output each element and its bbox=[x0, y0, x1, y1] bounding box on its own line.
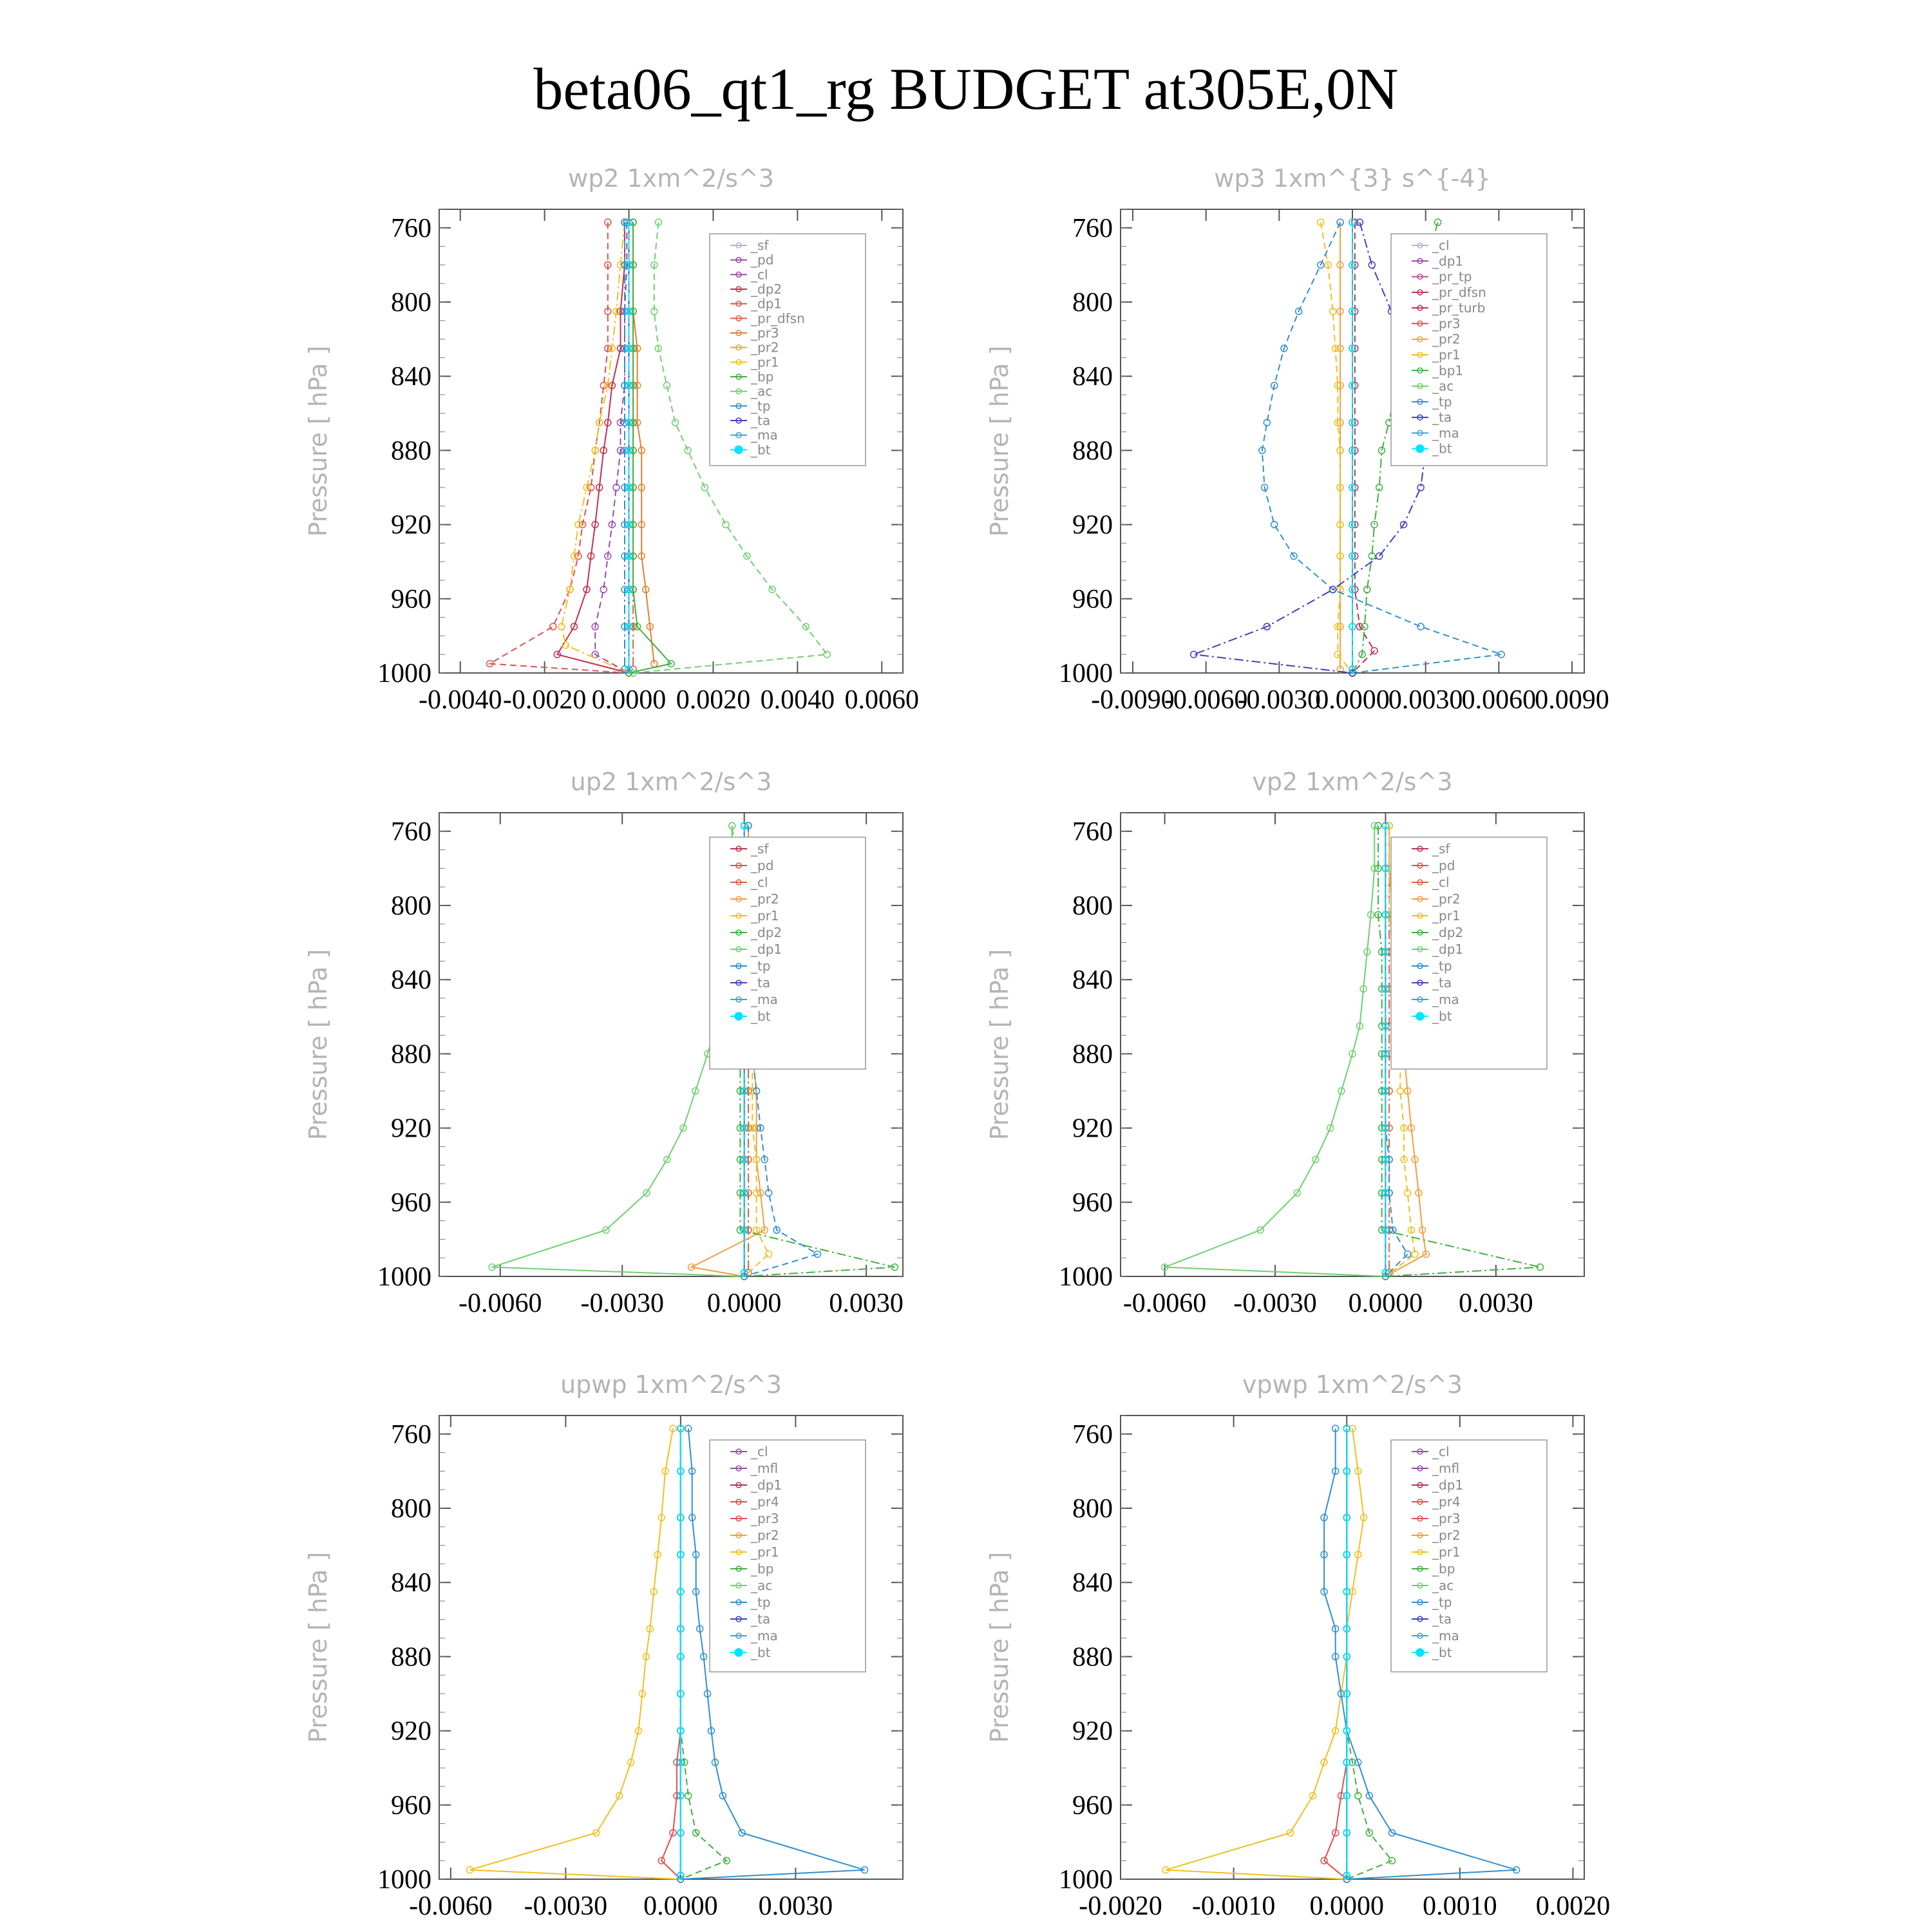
series-line_pr4 bbox=[661, 1428, 681, 1879]
panel-title: vp2 1xm^2/s^3 bbox=[1252, 768, 1453, 796]
chart-panel-5 bbox=[304, 1370, 903, 1921]
legend-label: _dp1 bbox=[751, 1477, 782, 1493]
legend bbox=[1391, 1440, 1547, 1672]
x-tick-label: -0.0030 bbox=[1237, 685, 1321, 715]
legend-label: _tp bbox=[1432, 393, 1452, 410]
y-tick-label: 960 bbox=[1072, 584, 1113, 614]
legend-label: _cl bbox=[1432, 875, 1450, 890]
legend-label: _ac bbox=[1432, 1578, 1454, 1593]
y-tick-label: 880 bbox=[1072, 1039, 1113, 1070]
x-tick-label: 0.0060 bbox=[844, 685, 920, 715]
y-tick-label: 840 bbox=[1072, 362, 1113, 392]
series-line_pr1 bbox=[470, 1428, 681, 1879]
x-tick-label: 0.0040 bbox=[760, 685, 835, 715]
y-tick-label: 960 bbox=[1072, 1790, 1113, 1821]
x-tick-label: 0.0000 bbox=[643, 1891, 718, 1921]
legend-label: _cl bbox=[751, 1444, 768, 1459]
y-axis-label: Pressure [ hPa ] bbox=[985, 949, 1014, 1141]
y-tick-label: 800 bbox=[391, 891, 431, 921]
data-point_tp bbox=[1417, 623, 1424, 630]
x-tick-label: 0.0000 bbox=[1309, 1891, 1384, 1921]
legend-label: _ta bbox=[1432, 1611, 1452, 1627]
data-point_tp bbox=[1271, 522, 1278, 528]
y-tick-label: 800 bbox=[391, 1494, 431, 1524]
x-tick-label: 0.0030 bbox=[1459, 1289, 1533, 1318]
y-tick-label: 880 bbox=[1072, 436, 1113, 466]
y-axis-label: Pressure [ hPa ] bbox=[304, 949, 332, 1141]
legend-label: _bp bbox=[1432, 1561, 1455, 1577]
legend-label: _pd bbox=[751, 252, 774, 268]
legend-label: _bt bbox=[1432, 1009, 1452, 1024]
legend-label: _pr1 bbox=[1432, 908, 1461, 923]
series-line_pr3 bbox=[633, 222, 654, 663]
legend-label: _sf bbox=[1432, 841, 1450, 857]
legend-label: _pr1 bbox=[751, 1544, 779, 1560]
legend-marker bbox=[735, 1012, 743, 1020]
legend-label: _pr2 bbox=[751, 339, 779, 355]
legend-marker bbox=[1416, 445, 1424, 453]
legend-label: _dp2 bbox=[751, 925, 782, 940]
panel-title: vpwp 1xm^2/s^3 bbox=[1242, 1370, 1463, 1399]
chart-panel-4 bbox=[985, 768, 1584, 1318]
y-tick-label: 880 bbox=[391, 436, 431, 466]
legend-label: _ac bbox=[751, 383, 773, 399]
x-tick-label: -0.0060 bbox=[458, 1289, 542, 1318]
data-point_pr1 bbox=[766, 1251, 772, 1257]
legend-label: _tp bbox=[751, 398, 771, 414]
y-tick-label: 920 bbox=[391, 510, 431, 540]
legend-label: _ac bbox=[751, 1578, 773, 1593]
legend-box bbox=[710, 1440, 866, 1672]
legend-label: _ma bbox=[751, 992, 778, 1007]
x-tick-label: 0.0020 bbox=[1535, 1891, 1611, 1921]
y-tick-label: 800 bbox=[1072, 288, 1113, 317]
x-tick-label: -0.0040 bbox=[418, 685, 502, 715]
x-tick-label: 0.0060 bbox=[1461, 685, 1537, 715]
x-tick-label: 0.0030 bbox=[758, 1891, 833, 1921]
legend-marker bbox=[735, 1649, 743, 1656]
legend-label: _pr1 bbox=[1432, 1544, 1461, 1560]
legend-label: _pr1 bbox=[751, 908, 779, 923]
legend-label: _ma bbox=[751, 1628, 778, 1643]
x-tick-label: 0.0000 bbox=[1348, 1289, 1423, 1318]
x-tick-label: -0.0020 bbox=[1079, 1891, 1162, 1921]
legend bbox=[710, 234, 866, 466]
legend-label: _dp1 bbox=[1432, 942, 1464, 957]
legend-box bbox=[710, 234, 866, 466]
chart-panel-1 bbox=[304, 164, 919, 715]
y-tick-label: 840 bbox=[1072, 965, 1113, 996]
legend-label: _bt bbox=[1432, 440, 1452, 457]
legend-label: _pr2 bbox=[751, 1528, 779, 1543]
legend-label: _ac bbox=[1432, 378, 1454, 394]
chart-panel-6 bbox=[985, 1370, 1610, 1921]
legend-label: _ta bbox=[751, 1611, 771, 1627]
panel-title: upwp 1xm^2/s^3 bbox=[560, 1370, 782, 1399]
y-tick-label: 760 bbox=[1072, 1419, 1113, 1450]
legend-label: _dp1 bbox=[1432, 253, 1464, 269]
y-axis-label: Pressure [ hPa ] bbox=[304, 1551, 332, 1743]
y-tick-label: 880 bbox=[1072, 1642, 1113, 1672]
y-tick-label: 1000 bbox=[377, 659, 431, 688]
legend-label: _pr_dfsn bbox=[1432, 284, 1486, 300]
y-tick-label: 1000 bbox=[377, 1865, 431, 1895]
x-tick-label: -0.0060 bbox=[1122, 1289, 1207, 1318]
x-tick-label: 0.0030 bbox=[1388, 685, 1463, 715]
legend-label: _dp2 bbox=[751, 281, 782, 297]
legend-label: _pr3 bbox=[751, 325, 779, 341]
legend-label: _ta bbox=[1432, 410, 1452, 426]
legend-label: _bt bbox=[1432, 1645, 1452, 1660]
legend-label: _ma bbox=[1432, 992, 1459, 1007]
x-tick-label: -0.0060 bbox=[409, 1891, 493, 1921]
y-tick-label: 960 bbox=[391, 584, 431, 614]
panel-title: up2 1xm^2/s^3 bbox=[570, 768, 772, 796]
data-point_ac bbox=[723, 522, 729, 528]
y-tick-label: 760 bbox=[1072, 817, 1113, 847]
legend-label: _sf bbox=[751, 238, 769, 253]
legend-label: _sf bbox=[751, 841, 769, 857]
x-tick-label: 0.0000 bbox=[706, 1289, 782, 1318]
legend-box bbox=[1391, 1440, 1547, 1672]
x-tick-label: -0.0020 bbox=[502, 685, 587, 715]
x-tick-label: 0.0090 bbox=[1535, 685, 1609, 715]
chart-panel-3 bbox=[304, 768, 904, 1318]
y-tick-label: 760 bbox=[391, 1419, 431, 1450]
legend-label: _pr_turb bbox=[1432, 300, 1486, 316]
legend-label: _dp1 bbox=[1432, 1477, 1464, 1493]
legend-label: _pr1 bbox=[1432, 347, 1461, 363]
legend-label: _ma bbox=[751, 427, 778, 443]
legend-label: _bt bbox=[751, 442, 771, 458]
legend-label: _ta bbox=[751, 975, 771, 990]
legend-marker bbox=[1416, 1012, 1424, 1020]
legend-marker bbox=[1416, 1649, 1424, 1656]
x-tick-label: -0.0030 bbox=[1233, 1289, 1317, 1318]
legend-label: _cl bbox=[1432, 238, 1450, 253]
y-tick-label: 920 bbox=[391, 1113, 431, 1144]
panel-title: wp2 1xm^2/s^3 bbox=[568, 164, 774, 193]
series-line_dp1 bbox=[490, 222, 629, 673]
y-tick-label: 920 bbox=[1072, 1113, 1113, 1144]
y-axis-label: Pressure [ hPa ] bbox=[985, 345, 1014, 537]
legend-label: _ma bbox=[1432, 425, 1459, 441]
y-tick-label: 840 bbox=[391, 965, 431, 996]
legend-label: _dp2 bbox=[1432, 925, 1464, 940]
legend-label: _pr3 bbox=[751, 1511, 779, 1526]
legend bbox=[1391, 234, 1547, 466]
legend bbox=[710, 1440, 866, 1672]
y-tick-label: 960 bbox=[1072, 1188, 1113, 1218]
legend-label: _pr1 bbox=[751, 354, 779, 370]
y-tick-label: 840 bbox=[391, 362, 431, 392]
legend-label: _ta bbox=[751, 413, 771, 428]
legend-label: _tp bbox=[1432, 958, 1452, 974]
legend-label: _pd bbox=[1432, 858, 1455, 873]
y-tick-label: 960 bbox=[391, 1188, 431, 1218]
y-tick-label: 1000 bbox=[377, 1262, 431, 1292]
x-tick-label: -0.0060 bbox=[1164, 685, 1248, 715]
legend-label: _pr4 bbox=[1432, 1494, 1461, 1510]
legend-label: _mfl bbox=[751, 1461, 779, 1476]
legend-label: _bt bbox=[751, 1009, 771, 1024]
chart-panel-2 bbox=[985, 164, 1609, 715]
legend-label: _bp1 bbox=[1432, 363, 1464, 379]
series-line_pr1 bbox=[1321, 222, 1352, 673]
y-tick-label: 840 bbox=[391, 1568, 431, 1598]
legend-label: _dp1 bbox=[751, 942, 782, 957]
legend-label: _pr2 bbox=[1432, 1528, 1461, 1543]
legend-label: _dp1 bbox=[751, 296, 782, 312]
legend-label: _mfl bbox=[1432, 1461, 1460, 1476]
y-tick-label: 960 bbox=[391, 1790, 431, 1821]
legend-label: _pr2 bbox=[751, 891, 779, 907]
x-tick-label: 0.0000 bbox=[591, 685, 667, 715]
x-tick-label: 0.0010 bbox=[1423, 1891, 1497, 1921]
legend-label: _tp bbox=[1432, 1595, 1452, 1610]
data-point_ac bbox=[685, 447, 691, 453]
legend-label: _pr_dfsn bbox=[751, 310, 805, 327]
series-line_bp bbox=[1347, 1428, 1392, 1879]
y-tick-label: 1000 bbox=[1059, 1262, 1113, 1292]
y-tick-label: 760 bbox=[391, 213, 431, 243]
legend-label: _cl bbox=[1432, 1444, 1450, 1459]
x-tick-label: -0.0030 bbox=[580, 1289, 664, 1318]
legend-label: _cl bbox=[751, 875, 768, 890]
legend-marker bbox=[735, 446, 743, 453]
x-tick-label: 0.0020 bbox=[676, 685, 751, 715]
y-axis-label: Pressure [ hPa ] bbox=[304, 345, 332, 537]
x-tick-label: -0.0090 bbox=[1091, 685, 1175, 715]
data-point_dp1 bbox=[550, 623, 556, 630]
y-tick-label: 760 bbox=[391, 817, 431, 847]
y-tick-label: 760 bbox=[1072, 213, 1113, 243]
y-tick-label: 920 bbox=[1072, 1716, 1113, 1747]
legend-box bbox=[710, 837, 866, 1069]
y-tick-label: 880 bbox=[391, 1039, 431, 1070]
data-point_bp bbox=[1388, 1857, 1395, 1864]
legend-label: _pr_tp bbox=[1432, 269, 1472, 285]
y-tick-label: 920 bbox=[1072, 510, 1113, 540]
x-tick-label: 0.0000 bbox=[1315, 685, 1390, 715]
legend-label: _bp bbox=[751, 1561, 774, 1577]
legend-label: _pr2 bbox=[1432, 331, 1461, 347]
legend-label: _tp bbox=[751, 1595, 771, 1610]
legend-label: _cl bbox=[751, 267, 768, 283]
figure-title: beta06_qt1_rg BUDGET at305E,0N bbox=[533, 56, 1399, 122]
legend-label: _ma bbox=[1432, 1628, 1459, 1643]
panel-title: wp3 1xm^{3} s^{-4} bbox=[1214, 164, 1491, 193]
legend-label: _pr2 bbox=[1432, 891, 1461, 907]
legend bbox=[710, 837, 866, 1069]
y-tick-label: 880 bbox=[391, 1642, 431, 1672]
x-tick-label: -0.0010 bbox=[1191, 1891, 1276, 1921]
y-tick-label: 1000 bbox=[1059, 659, 1113, 688]
data-point_ac bbox=[824, 651, 830, 658]
y-axis-label: Pressure [ hPa ] bbox=[985, 1551, 1014, 1743]
legend-label: _pr3 bbox=[1432, 1511, 1461, 1526]
x-tick-label: -0.0030 bbox=[524, 1891, 608, 1921]
legend-label: _pr4 bbox=[751, 1494, 779, 1510]
legend-label: _ta bbox=[1432, 975, 1452, 990]
x-tick-label: 0.0030 bbox=[829, 1289, 904, 1318]
legend-label: _pr3 bbox=[1432, 316, 1461, 332]
legend-label: _bp bbox=[751, 369, 774, 384]
y-tick-label: 800 bbox=[1072, 891, 1113, 921]
y-tick-label: 800 bbox=[391, 288, 431, 317]
legend-label: _pd bbox=[751, 858, 774, 873]
legend-label: _tp bbox=[751, 958, 771, 974]
legend bbox=[1391, 837, 1547, 1069]
legend-box bbox=[1391, 837, 1547, 1069]
data-point_bp1 bbox=[1361, 623, 1368, 630]
y-tick-label: 800 bbox=[1072, 1494, 1113, 1524]
y-tick-label: 920 bbox=[391, 1716, 431, 1747]
y-tick-label: 840 bbox=[1072, 1568, 1113, 1598]
legend-label: _bt bbox=[751, 1645, 771, 1660]
y-tick-label: 1000 bbox=[1059, 1865, 1113, 1895]
